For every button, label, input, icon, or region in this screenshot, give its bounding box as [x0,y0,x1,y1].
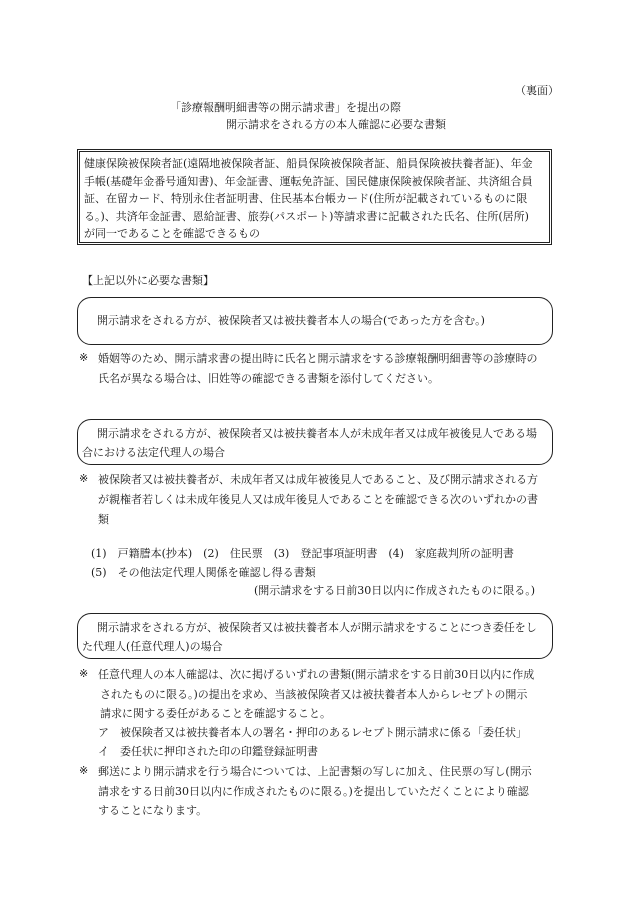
case2-box-text [82,424,537,462]
case2-box-line: 開示請求をされる方が、被保険者又は被扶養者本人が未成年者又は成年被後見人である場 [97,427,537,440]
case3-note2 [98,762,532,821]
page-title-line2: 開示請求をされる方の本人確認に必要な書類 [226,118,446,131]
case2-note-line: が親権者若しくは未成年後見人又は成年後見人であることを確認できる次のいずれかの書 [98,493,538,506]
reverse-side-label: （裏面） [515,84,559,97]
case3-note1-line: 任意代理人の本人確認は、次に掲げるいずれの書類(開示請求をする日前30日以内に作成 [98,668,535,681]
page-title-line1: 「診療報酬明細書等の開示請求書」を提出の際 [170,101,401,114]
case2-note-mark: ※ [79,472,89,485]
case1-note [98,349,538,389]
case2-validity-note: (開示請求をする日前30日以内に作成されたものに限る。) [254,584,536,597]
id-documents-line: 健康保険被保険者証(遠隔地被保険者証、船員保険被保険者証、船員保険被扶養者証)、年金 [84,157,533,170]
case2-note-line: 類 [98,513,109,526]
case3-item-i: イ 委任状に押印された印の印鑑登録証明書 [98,745,318,758]
case1-note-line: 氏名が異なる場合は、旧姓等の確認できる書類を添付してください。 [98,372,439,385]
case3-note2-line: 請求をする日前30日以内に作成されたものに限る。)を提出していただくことにより確認 [98,784,529,798]
case3-note1 [98,665,534,724]
case3-box-line: 開示請求をされる方が、被保険者又は被扶養者本人が開示請求をすることにつき委任をし [97,621,537,634]
id-documents-line: 手帳(基礎年金番号通知書)、年金証書、運転免許証、国民健康保険被保険者証、共済組合員 [84,174,533,188]
case3-note1-line: 請求に関する委任があることを確認すること。 [100,707,331,720]
case1-note-line: 婚姻等のため、開示請求書の提出時に氏名と開示請求をする診療報酬明細書等の診療時の [98,352,538,365]
case3-box-text [82,618,537,656]
case3-note2-mark: ※ [79,764,89,777]
case3-note1-mark: ※ [79,667,89,680]
case2-note-line: 被保険者又は被扶養者が、未成年者又は成年被後見人であること、及び開示請求される方 [98,473,538,486]
id-documents-text [84,155,533,243]
case2-note [98,470,538,530]
case3-item-a: ア 被保険者又は被扶養者本人の署名・押印のあるレセプト開示請求に係る「委任状」 [98,726,527,739]
id-documents-line: 証、在留カード、特別永住者証明書、住民基本台帳カード(住所が記載されているものに限 [84,192,528,205]
id-documents-line: が同一であることを確認できるもの [84,227,260,240]
other-documents-heading: 【上記以外に必要な書類】 [82,274,214,287]
id-documents-line: る。)、共済年金証書、恩給証書、旅券(パスポート)等請求書に記載された氏名、住所(居所) [84,209,529,223]
case2-document-list-line2: (5) その他法定代理人関係を確認し得る書類 [91,566,316,579]
case2-box-line: 合における法定代理人の場合 [82,446,225,459]
case1-box-text: 開示請求をされる方が、被保険者又は被扶養者本人の場合(であった方を含む。) [97,314,485,327]
case3-note2-line: 郵送により開示請求を行う場合については、上記書類の写しに加え、住民票の写し(開示 [98,765,532,778]
case2-document-list-line1: (1) 戸籍謄本(抄本) (2) 住民票 (3) 登記事項証明書 (4) 家庭裁判所の証明書 [91,547,514,560]
case3-note2-line: することになります。 [98,804,208,817]
case1-note-mark: ※ [79,351,89,364]
case3-box-line: た代理人(任意代理人)の場合 [82,640,223,653]
case3-note1-line: されたものに限る。)の提出を求め、当該被保険者又は被扶養者本人からレセプトの開示 [100,687,528,701]
